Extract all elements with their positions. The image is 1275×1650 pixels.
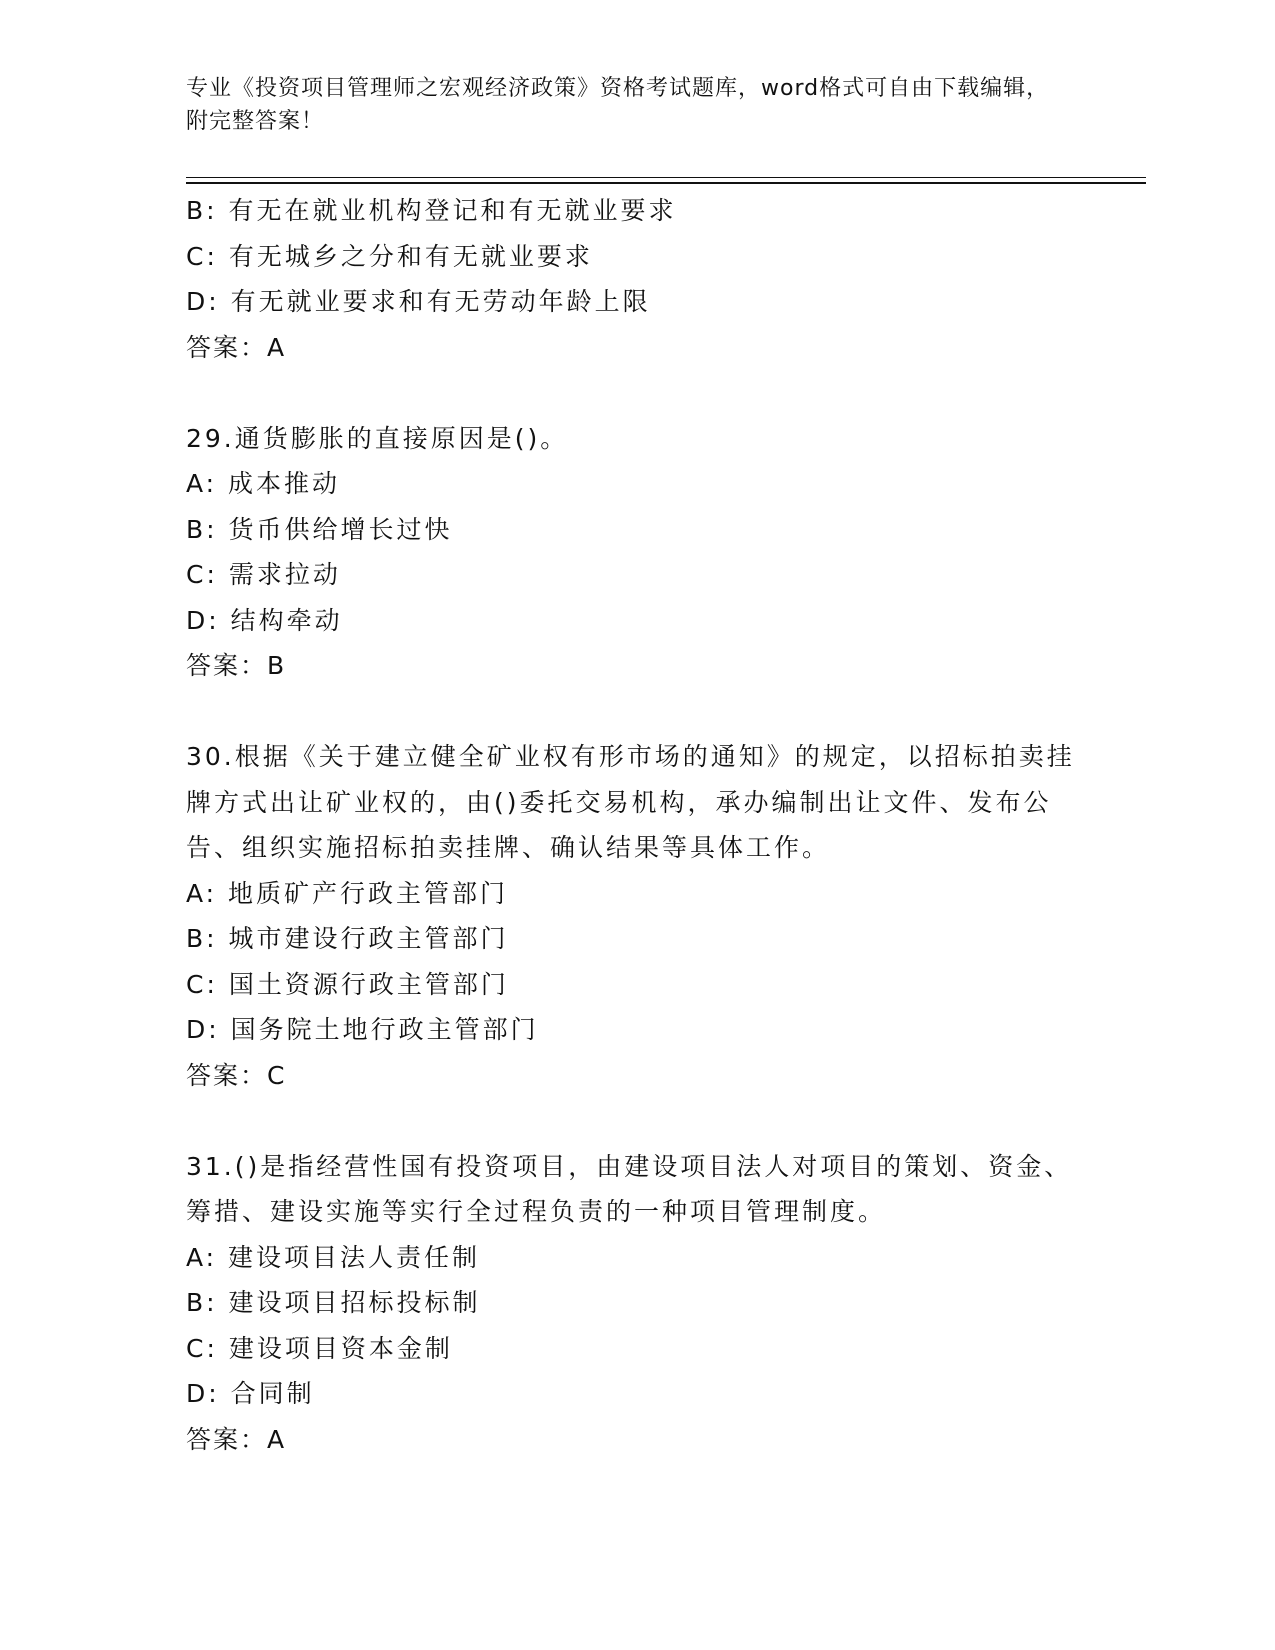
answer-line: 答案：A (186, 1424, 287, 1454)
question-content (186, 188, 1086, 1462)
document-header: 专业《投资项目管理师之宏观经济政策》资格考试题库，word格式可自由下载编辑，附完整答案！ (186, 76, 1050, 134)
option-a: A: 建设项目法人责任制 (186, 1242, 481, 1272)
spacer (186, 370, 1086, 416)
answer-line: 答案：A (186, 332, 287, 362)
prev-question-block (186, 188, 1086, 370)
option-c: C: 有无城乡之分和有无就业要求 (186, 241, 593, 271)
option-d: D: 有无就业要求和有无劳动年龄上限 (186, 287, 651, 316)
option-d: D: 结构牵动 (186, 605, 343, 635)
question-block-29 (186, 416, 1086, 689)
header-rule-thick (186, 182, 1146, 184)
spacer (186, 1098, 1086, 1144)
option-b: B: 货币供给增长过快 (186, 514, 453, 544)
spacer (186, 689, 1086, 735)
option-a: A: 成本推动 (186, 469, 341, 498)
option-c: C: 国土资源行政主管部门 (186, 969, 509, 999)
option-a: A: 地质矿产行政主管部门 (186, 878, 509, 908)
option-b: B: 建设项目招标投标制 (186, 1288, 481, 1317)
answer-line: 答案：C (186, 1060, 287, 1090)
question-block-30 (186, 734, 1086, 1098)
option-c: C: 建设项目资本金制 (186, 1333, 453, 1363)
option-c: C: 需求拉动 (186, 560, 341, 589)
option-d: D: 国务院土地行政主管部门 (186, 1015, 539, 1044)
question-text: 29.通货膨胀的直接原因是()。 (186, 423, 569, 453)
option-d: D: 合同制 (186, 1379, 315, 1408)
answer-line: 答案：B (186, 651, 287, 680)
question-text: 30.根据《关于建立健全矿业权有形市场的通知》的规定，以招标拍卖挂牌方式出让矿业权的，由()委托交易机构，承办编制出让文件、发布公告、组织实施招标拍卖挂牌、确认结果等具体工作。 (186, 742, 1075, 862)
question-text: 31.()是指经营性国有投资项目，由建设项目法人对项目的策划、资金、筹措、建设实施等实行全过程负责的一种项目管理制度。 (186, 1151, 1073, 1226)
question-block-31 (186, 1144, 1086, 1463)
option-b: B: 有无在就业机构登记和有无就业要求 (186, 196, 677, 225)
header-rule-thin (186, 177, 1146, 178)
option-b: B: 城市建设行政主管部门 (186, 924, 509, 953)
